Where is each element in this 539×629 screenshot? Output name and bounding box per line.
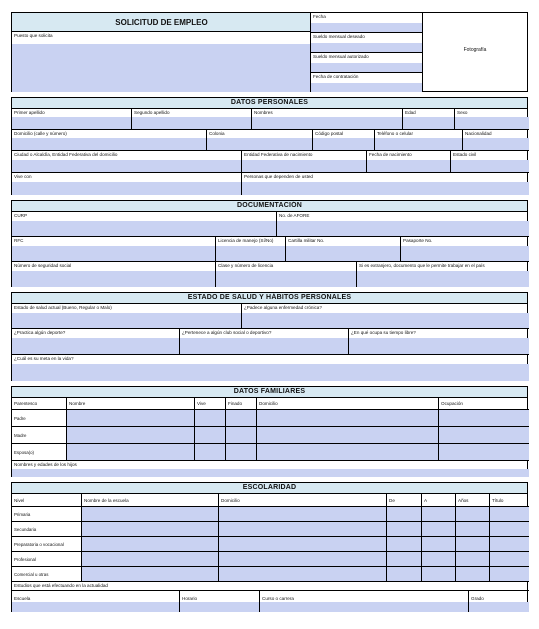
ciudad-label: Ciudad o Alcaldía, Entidad Federativa del domicilio xyxy=(14,152,118,157)
school-cell-input[interactable] xyxy=(387,507,421,521)
escuela-input[interactable] xyxy=(12,602,179,612)
family-cell[interactable] xyxy=(67,427,195,444)
cartilla-input[interactable] xyxy=(286,246,400,261)
family-cell[interactable] xyxy=(195,410,226,427)
enfermedad-label: ¿Padece alguna enfermedad crónica? xyxy=(244,305,322,310)
foto-area[interactable] xyxy=(423,13,527,91)
sexo-input[interactable] xyxy=(455,117,529,129)
school-cell[interactable] xyxy=(456,507,490,522)
afore-input[interactable] xyxy=(277,221,529,236)
school-row-label-text: Preparatoria o vocacional xyxy=(14,542,64,547)
sueldo-autorizado-field[interactable] xyxy=(311,53,423,73)
school-cell-input[interactable] xyxy=(490,537,529,551)
clase-licencia-field[interactable] xyxy=(216,262,357,287)
horario-field[interactable] xyxy=(180,591,260,612)
family-cell-input[interactable] xyxy=(67,410,194,426)
cartilla-field[interactable] xyxy=(286,237,401,262)
familiares-header: DATOS FAMILIARES xyxy=(12,387,527,398)
school-row-label-text: Comercial u otras xyxy=(14,572,49,577)
entidad-nac-label: Entidad Federativa de nacimiento xyxy=(244,152,313,157)
tiempo-libre-field[interactable] xyxy=(349,329,529,355)
school-cell-input[interactable] xyxy=(456,567,489,581)
entidad-nac-field[interactable] xyxy=(242,151,367,173)
family-cell[interactable] xyxy=(195,427,226,444)
nss-input[interactable] xyxy=(12,271,215,287)
school-cell-input[interactable] xyxy=(219,522,386,536)
personales-section xyxy=(11,97,528,195)
nombres-label: Nombres xyxy=(254,110,273,115)
school-row-label xyxy=(12,552,82,567)
school-row-label xyxy=(12,522,82,537)
curso-input[interactable] xyxy=(260,602,468,612)
school-row-label xyxy=(12,537,82,552)
school-cell[interactable] xyxy=(456,537,490,552)
school-cell-input[interactable] xyxy=(490,507,529,521)
family-row-label xyxy=(12,427,67,444)
colonia-input[interactable] xyxy=(207,138,312,150)
curp-field[interactable] xyxy=(12,212,277,237)
school-cell-input[interactable] xyxy=(82,522,218,536)
family-cell-input[interactable] xyxy=(67,444,194,460)
school-cell[interactable] xyxy=(387,537,422,552)
club-label: ¿Pertenece a algún club social o deportivo? xyxy=(182,330,272,335)
family-row-label-text: Madre xyxy=(14,433,27,438)
family-cell[interactable] xyxy=(439,427,529,444)
rfc-field[interactable] xyxy=(12,237,216,262)
licencia-input[interactable] xyxy=(216,246,285,261)
school-cell-input[interactable] xyxy=(422,522,455,536)
school-cell-input[interactable] xyxy=(422,567,455,581)
ciudad-field[interactable] xyxy=(12,151,242,173)
school-row-label-text: Secundaria xyxy=(14,527,37,532)
estado-salud-label: Estado de salud actual (Bueno, Regular o Malo) xyxy=(14,305,112,310)
school-row-label xyxy=(12,507,82,522)
school-cell-input[interactable] xyxy=(219,552,386,566)
edad-input[interactable] xyxy=(403,117,454,129)
dependen-field[interactable] xyxy=(242,173,529,195)
school-cell[interactable] xyxy=(387,552,422,567)
meta-field[interactable] xyxy=(12,355,529,381)
telefono-label: Teléfono o celular xyxy=(377,131,414,136)
school-cell[interactable] xyxy=(82,522,219,537)
esc-col-a-label: A xyxy=(424,498,428,503)
sueldo-deseado-input[interactable] xyxy=(311,43,422,52)
family-row-label-text: Esposa(o) xyxy=(14,450,35,455)
fam-col-domicilio-label: Domicilio xyxy=(259,401,278,406)
school-cell-input[interactable] xyxy=(490,567,529,581)
school-cell-input[interactable] xyxy=(456,522,489,536)
domicilio-label: Domicilio (calle y número) xyxy=(14,131,67,136)
nss-label: Número de seguridad social xyxy=(14,263,72,268)
grado-field[interactable] xyxy=(469,591,529,612)
deporte-label: ¿Practica algún deporte? xyxy=(14,330,66,335)
actualidad-label: Estudios que está efectuando en la actualidad xyxy=(14,583,108,588)
fam-col-nombre xyxy=(67,398,195,410)
actualidad-label-row xyxy=(12,582,529,591)
family-cell[interactable] xyxy=(257,427,439,444)
esc-col-nivel-label: Nivel xyxy=(14,498,25,503)
fam-col-ocupacion-label: Ocupación xyxy=(441,401,463,406)
puesto-input[interactable] xyxy=(12,44,310,92)
puesto-label: Puesto que solicita xyxy=(14,33,53,38)
school-cell[interactable] xyxy=(219,507,387,522)
fecha-contratacion-field[interactable] xyxy=(311,73,423,92)
school-cell-input[interactable] xyxy=(490,552,529,566)
segundo-apellido-input[interactable] xyxy=(132,117,251,129)
dependen-input[interactable] xyxy=(242,182,529,195)
school-cell[interactable] xyxy=(387,507,422,522)
tiempo-libre-label: ¿En qué ocupa su tiempo libre? xyxy=(351,330,416,335)
fecha-contratacion-input[interactable] xyxy=(311,83,422,92)
school-cell-input[interactable] xyxy=(387,537,421,551)
sueldo-deseado-label: Sueldo mensual deseado xyxy=(313,34,365,39)
nss-field[interactable] xyxy=(12,262,216,287)
nombres-field[interactable] xyxy=(252,109,403,130)
school-cell[interactable] xyxy=(82,552,219,567)
colonia-field[interactable] xyxy=(207,130,313,151)
fam-col-finado-label: Finado xyxy=(228,401,243,406)
rfc-input[interactable] xyxy=(12,246,215,261)
school-cell[interactable] xyxy=(219,522,387,537)
school-cell-input[interactable] xyxy=(387,552,421,566)
esc-col-anos xyxy=(456,494,490,507)
fecha-field[interactable] xyxy=(311,13,423,33)
meta-label: ¿Cuál es su meta en la vida? xyxy=(14,356,74,361)
rfc-label: RFC xyxy=(14,238,24,243)
family-row-label xyxy=(12,410,67,427)
family-cell-input[interactable] xyxy=(195,427,225,443)
school-cell[interactable] xyxy=(219,537,387,552)
school-cell[interactable] xyxy=(387,567,422,582)
curp-label: CURP xyxy=(14,213,28,218)
school-cell-input[interactable] xyxy=(456,507,489,521)
school-cell-input[interactable] xyxy=(387,522,421,536)
clase-licencia-label: Clase y número de licencia xyxy=(218,263,274,268)
hijos-label: Nombres y edades de los hijos xyxy=(14,462,77,467)
pasaporte-label: Pasaporte No. xyxy=(403,238,433,243)
fam-col-nombre-label: Nombre xyxy=(69,401,86,406)
school-cell-input[interactable] xyxy=(82,507,218,521)
fam-col-domicilio xyxy=(257,398,439,410)
esc-col-titulo xyxy=(490,494,529,507)
fam-col-vive xyxy=(195,398,226,410)
family-cell-input[interactable] xyxy=(439,410,529,426)
fecha-contratacion-label: Fecha de contratación xyxy=(313,74,359,79)
club-input[interactable] xyxy=(180,338,348,354)
telefono-field[interactable] xyxy=(375,130,463,151)
escuela-label: Escuela xyxy=(14,596,31,601)
documentacion-section xyxy=(11,200,528,287)
fecha-input[interactable] xyxy=(311,23,422,32)
estado-civil-input[interactable] xyxy=(451,160,529,172)
hijos-field[interactable] xyxy=(12,461,529,477)
fam-col-finado xyxy=(226,398,257,410)
family-cell-input[interactable] xyxy=(257,444,438,460)
school-row-label-text: Profesional xyxy=(14,557,36,562)
school-row-label xyxy=(12,567,82,582)
extranjero-field[interactable] xyxy=(357,262,529,287)
family-cell[interactable] xyxy=(257,410,439,427)
ciudad-input[interactable] xyxy=(12,160,241,172)
school-cell-input[interactable] xyxy=(219,507,386,521)
licencia-label: Licencia de manejo (Sí/No) xyxy=(218,238,274,243)
school-cell-input[interactable] xyxy=(82,567,218,581)
school-cell[interactable] xyxy=(422,567,456,582)
clase-licencia-input[interactable] xyxy=(216,271,356,287)
enfermedad-field[interactable] xyxy=(242,304,529,329)
estado-salud-field[interactable] xyxy=(12,304,242,329)
family-row-label xyxy=(12,444,67,461)
school-row-label-text: Primaria xyxy=(14,512,31,517)
escuela-field[interactable] xyxy=(12,591,180,612)
nacionalidad-label: Nacionalidad xyxy=(465,131,492,136)
segundo-apellido-field[interactable] xyxy=(132,109,252,130)
school-cell[interactable] xyxy=(422,522,456,537)
codigo-postal-field[interactable] xyxy=(313,130,375,151)
school-cell[interactable] xyxy=(82,507,219,522)
escolaridad-section xyxy=(11,482,528,612)
fecha-nac-label: Fecha de nacimiento xyxy=(369,152,412,157)
esc-col-anos-label: Años xyxy=(458,498,469,503)
school-cell-input[interactable] xyxy=(219,567,386,581)
school-cell[interactable] xyxy=(490,507,529,522)
family-cell-input[interactable] xyxy=(226,427,256,443)
escolaridad-header: ESCOLARIDAD xyxy=(12,483,527,494)
fecha-nac-field[interactable] xyxy=(367,151,451,173)
fecha-label: Fecha xyxy=(313,14,326,19)
horario-input[interactable] xyxy=(180,602,259,612)
primer-apellido-input[interactable] xyxy=(12,117,131,129)
fam-col-parentesco xyxy=(12,398,67,410)
family-cell-input[interactable] xyxy=(195,410,225,426)
school-cell-input[interactable] xyxy=(490,522,529,536)
domicilio-input[interactable] xyxy=(12,138,206,150)
family-cell-input[interactable] xyxy=(257,410,438,426)
deporte-field[interactable] xyxy=(12,329,180,355)
school-cell[interactable] xyxy=(490,552,529,567)
family-cell[interactable] xyxy=(67,410,195,427)
family-cell-input[interactable] xyxy=(439,444,529,460)
fam-col-vive-label: Vive xyxy=(197,401,206,406)
school-cell-input[interactable] xyxy=(82,552,218,566)
pasaporte-input[interactable] xyxy=(401,246,529,261)
school-cell[interactable] xyxy=(490,567,529,582)
school-cell[interactable] xyxy=(456,567,490,582)
horario-label: Horario xyxy=(182,596,198,601)
fecha-nac-input[interactable] xyxy=(367,160,450,172)
family-cell[interactable] xyxy=(257,444,439,461)
telefono-input[interactable] xyxy=(375,138,462,150)
enfermedad-input[interactable] xyxy=(242,313,529,328)
family-cell[interactable] xyxy=(439,444,529,461)
family-row-label-text: Padre xyxy=(14,416,26,421)
school-cell[interactable] xyxy=(82,537,219,552)
esc-col-de xyxy=(387,494,422,507)
school-cell-input[interactable] xyxy=(219,537,386,551)
club-field[interactable] xyxy=(180,329,349,355)
cartilla-label: Cartilla militar No. xyxy=(288,238,325,243)
nacionalidad-field[interactable] xyxy=(463,130,529,151)
afore-label: No. de AFORE xyxy=(279,213,310,218)
meta-input[interactable] xyxy=(12,364,529,381)
esc-col-escuela xyxy=(82,494,219,507)
family-cell[interactable] xyxy=(226,410,257,427)
school-cell-input[interactable] xyxy=(422,552,455,566)
vive-con-input[interactable] xyxy=(12,182,241,195)
grado-input[interactable] xyxy=(469,602,529,612)
curso-field[interactable] xyxy=(260,591,469,612)
family-cell-input[interactable] xyxy=(257,427,438,443)
family-cell[interactable] xyxy=(67,444,195,461)
estado-civil-field[interactable] xyxy=(451,151,529,173)
puesto-field[interactable] xyxy=(12,32,311,92)
salud-header: ESTADO DE SALUD Y HÁBITOS PERSONALES xyxy=(12,293,527,304)
esc-col-a xyxy=(422,494,456,507)
school-cell[interactable] xyxy=(219,567,387,582)
domicilio-field[interactable] xyxy=(12,130,207,151)
nombres-input[interactable] xyxy=(252,117,402,129)
family-cell-input[interactable] xyxy=(226,444,256,460)
curp-input[interactable] xyxy=(12,221,276,236)
esc-col-titulo-label: Título xyxy=(492,498,504,503)
header-section xyxy=(11,12,528,92)
school-cell[interactable] xyxy=(456,522,490,537)
estado-civil-label: Estado civil xyxy=(453,152,477,157)
codigo-postal-label: Código postal xyxy=(315,131,344,136)
primer-apellido-label: Primer apellido xyxy=(14,110,45,115)
estado-salud-input[interactable] xyxy=(12,313,241,328)
extranjero-input[interactable] xyxy=(357,271,529,287)
school-cell[interactable] xyxy=(490,522,529,537)
school-cell-input[interactable] xyxy=(456,537,489,551)
licencia-field[interactable] xyxy=(216,237,286,262)
esc-col-escuela-label: Nombre de la escuela xyxy=(84,498,129,503)
school-cell[interactable] xyxy=(422,507,456,522)
familiares-section xyxy=(11,386,528,477)
school-cell-input[interactable] xyxy=(422,507,455,521)
sexo-field[interactable] xyxy=(455,109,529,130)
deporte-input[interactable] xyxy=(12,338,179,354)
school-cell[interactable] xyxy=(82,567,219,582)
family-cell[interactable] xyxy=(439,410,529,427)
afore-field[interactable] xyxy=(277,212,529,237)
school-cell-input[interactable] xyxy=(456,552,489,566)
school-cell[interactable] xyxy=(387,522,422,537)
entidad-nac-input[interactable] xyxy=(242,160,366,172)
family-cell-input[interactable] xyxy=(67,427,194,443)
school-cell[interactable] xyxy=(456,552,490,567)
esc-col-nivel xyxy=(12,494,82,507)
sueldo-deseado-field[interactable] xyxy=(311,33,423,53)
tiempo-libre-input[interactable] xyxy=(349,338,529,354)
school-cell[interactable] xyxy=(219,552,387,567)
curso-label: Curso o carrera xyxy=(262,596,294,601)
esc-col-de-label: De xyxy=(389,498,395,503)
dependen-label: Personas que dependen de usted xyxy=(244,174,313,179)
sueldo-autorizado-input[interactable] xyxy=(311,63,422,72)
colonia-label: Colonia xyxy=(209,131,225,136)
family-cell-input[interactable] xyxy=(226,410,256,426)
fam-col-parentesco-label: Parentesco xyxy=(14,401,38,406)
school-cell[interactable] xyxy=(422,537,456,552)
vive-con-field[interactable] xyxy=(12,173,242,195)
codigo-postal-input[interactable] xyxy=(313,138,374,150)
documentacion-header: DOCUMENTACIÓN xyxy=(12,201,527,212)
edad-label: Edad xyxy=(405,110,416,115)
salud-section xyxy=(11,292,528,381)
school-cell-input[interactable] xyxy=(387,567,421,581)
pasaporte-field[interactable] xyxy=(401,237,529,262)
family-cell-input[interactable] xyxy=(439,427,529,443)
form-title: SOLICITUD DE EMPLEO xyxy=(115,18,208,27)
esc-col-domicilio-label: Domicilio xyxy=(221,498,240,503)
sexo-label: Sexo xyxy=(457,110,468,115)
family-cell[interactable] xyxy=(195,444,226,461)
nacionalidad-input[interactable] xyxy=(463,138,529,150)
primer-apellido-field[interactable] xyxy=(12,109,132,130)
grado-label: Grado xyxy=(471,596,484,601)
family-cell[interactable] xyxy=(226,444,257,461)
family-cell[interactable] xyxy=(226,427,257,444)
family-cell-input[interactable] xyxy=(195,444,225,460)
school-cell-input[interactable] xyxy=(422,537,455,551)
fam-col-ocupacion xyxy=(439,398,529,410)
personales-header: DATOS PERSONALES xyxy=(12,98,527,109)
hijos-input[interactable] xyxy=(12,469,529,477)
segundo-apellido-label: Segundo apellido xyxy=(134,110,170,115)
esc-col-domicilio xyxy=(219,494,387,507)
school-cell[interactable] xyxy=(490,537,529,552)
extranjero-label: Si es extranjero, documento que le permite trabajar en el país xyxy=(359,263,485,268)
school-cell[interactable] xyxy=(422,552,456,567)
edad-field[interactable] xyxy=(403,109,455,130)
school-cell-input[interactable] xyxy=(82,537,218,551)
vive-con-label: Vive con xyxy=(14,174,32,179)
foto-label: Fotografía xyxy=(463,47,487,53)
sueldo-autorizado-label: Sueldo mensual autorizado xyxy=(313,54,369,59)
